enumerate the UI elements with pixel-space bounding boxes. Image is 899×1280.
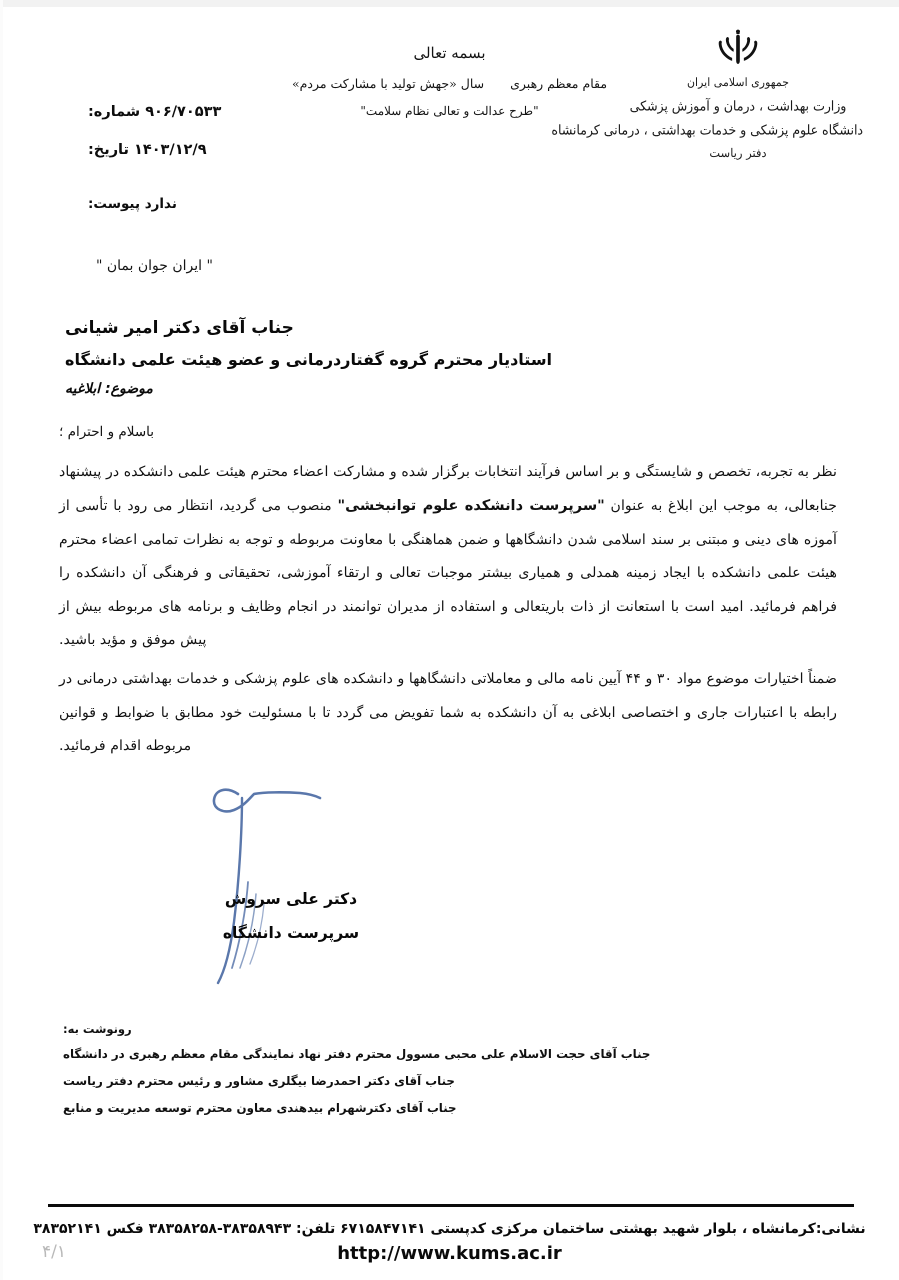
footer-website-url[interactable]: http://www.kums.ac.ir: [337, 1243, 562, 1264]
health-plan-slogan: "طرح عدالت و تعالی نظام سلامت": [360, 104, 539, 118]
letter-date-label: تاریخ:: [88, 142, 129, 158]
letter-number-value: ۹۰۶/۷۰۵۳۳: [145, 104, 222, 120]
cc-label: رونوشت به:: [63, 1022, 132, 1036]
page-top-band: [0, 0, 899, 7]
cc-item-2: جناب آقای دکتر احمدرضا بیگلری مشاور و رئیس محترم دفتر ریاست: [63, 1074, 455, 1088]
addressee-title: استادیار محترم گروه گفتاردرمانی و عضو هیئت علمی دانشگاه: [65, 350, 553, 369]
body-paragraph-1-part-a: نظر به تجربه، تخصص و شایستگی و بر اساس فرآیند انتخابات برگزار شده و مشارکت اعضاء محترم هیئت علمی دانشکده در پیشنهاد جنابعالی، به موجب این ابلاغ به عنوان: [59, 464, 837, 515]
footer-address: نشانی:کرمانشاه ، بلوار شهید بهشتی ساختمان مرکزی کدپستی ۶۷۱۵۸۴۷۱۴۱ تلفن: ۳۸۳۵۸۹۴۳-۳۸۳۵۸۲۵۸ فکس ۳۸۳۵۲۱۴۱: [33, 1221, 866, 1237]
cc-item-3: جناب آقای دکترشهرام بیدهندی معاون محترم توسعه مدیریت و منابع: [63, 1101, 457, 1115]
body-paragraph-1: [59, 456, 837, 657]
basmala-text: بسمه تعالی: [413, 44, 486, 62]
letter-number-label: شماره:: [88, 104, 141, 120]
handwritten-signature-icon: [176, 762, 376, 1001]
appointed-role: "سرپرست دانشکده علوم توانبخشی": [337, 497, 605, 515]
cc-item-1: جناب آقای حجت الاسلام علی محبی مسوول محترم دفتر نهاد نمایندگی مقام معظم رهبری در دانشگاه: [63, 1047, 651, 1061]
letter-attachment-label: پیوست:: [88, 196, 141, 212]
letter-attachment: [88, 196, 318, 212]
year-slogan-row: [240, 76, 660, 91]
letterhead-university: دانشگاه علوم پزشکی و خدمات بهداشتی ، درمانی کرمانشاه: [551, 121, 863, 138]
carbon-copy-block: [63, 1022, 835, 1128]
letter-footer: [0, 1221, 899, 1264]
letter-date: [88, 142, 318, 158]
signatory-role: سرپرست دانشگاه: [222, 924, 360, 942]
body-paragraph-2: ضمناً اختیارات موضوع مواد ۳۰ و ۴۴ آیین نامه مالی و معاملاتی دانشگاهها و دانشکده های علوم پزشکی و خدمات بهداشتی درمانی در رابطه با اعتبارات جاری و اختصاصی ابلاغی به آن دانشکده به شما تفویض می گردد تا با مسئولیت خود مطابق با ضوابط و قوانین مربوطه اقدام فرمائید.: [59, 671, 837, 754]
letterhead-country: جمهوری اسلامی ایران: [686, 75, 790, 90]
letter-subject: موضوع: ابلاغیه: [65, 381, 153, 397]
letter-body: [59, 424, 837, 769]
national-motto: " ایران جوان بمان ": [96, 258, 213, 274]
year-slogan-attribution: مقام معظم رهبری: [510, 76, 608, 91]
letter-attachment-value: ندارد: [144, 196, 177, 212]
signatory-info: [176, 890, 406, 942]
letter-number: [88, 104, 318, 120]
signatory-name: دکتر علی سروش: [224, 890, 358, 908]
letterhead-office: دفتر ریاست: [709, 145, 767, 161]
page-number-mark: ۴/۱: [42, 1242, 66, 1262]
letter-meta: [88, 104, 318, 212]
signature-block: [176, 762, 436, 1012]
letter-date-value: ۱۴۰۳/۱۲/۹: [134, 142, 207, 158]
letter-header: [0, 26, 899, 226]
addressee-block: [65, 318, 835, 397]
letterhead-ministry: وزارت بهداشت ، درمان و آموزش پزشکی: [629, 97, 847, 114]
body-paragraph-1-part-b: منصوب می گردید، انتظار می رود با تأسی از آموزه های دینی و مبتنی بر سند اسلامی شدن دانشگاهها و ضمن هماهنگی با معاونت مربوطه و توجه به نظرات تمامی اعضاء محترم هیئت علمی دانشکده با ایجاد زمینه همدلی و همیاری بیشتر موجبات تعالی و ارتقاء آموزشی، تحقیقاتی و فرهنگی آن دانشکده را فراهم فرمائید. امید است با استعانت از ذات باریتعالی و استفاده از مدیران توانمند در انجام وظایف و برنامه های مربوطه بیش از پیش موفق و مؤید باشید.: [59, 498, 837, 648]
footer-divider: [48, 1204, 854, 1207]
greeting-line: باسلام و احترام ؛: [59, 424, 155, 440]
year-slogan: سال «جهش تولید با مشارکت مردم»: [291, 76, 485, 91]
addressee-name: جناب آقای دکتر امیر شیانی: [65, 318, 294, 338]
